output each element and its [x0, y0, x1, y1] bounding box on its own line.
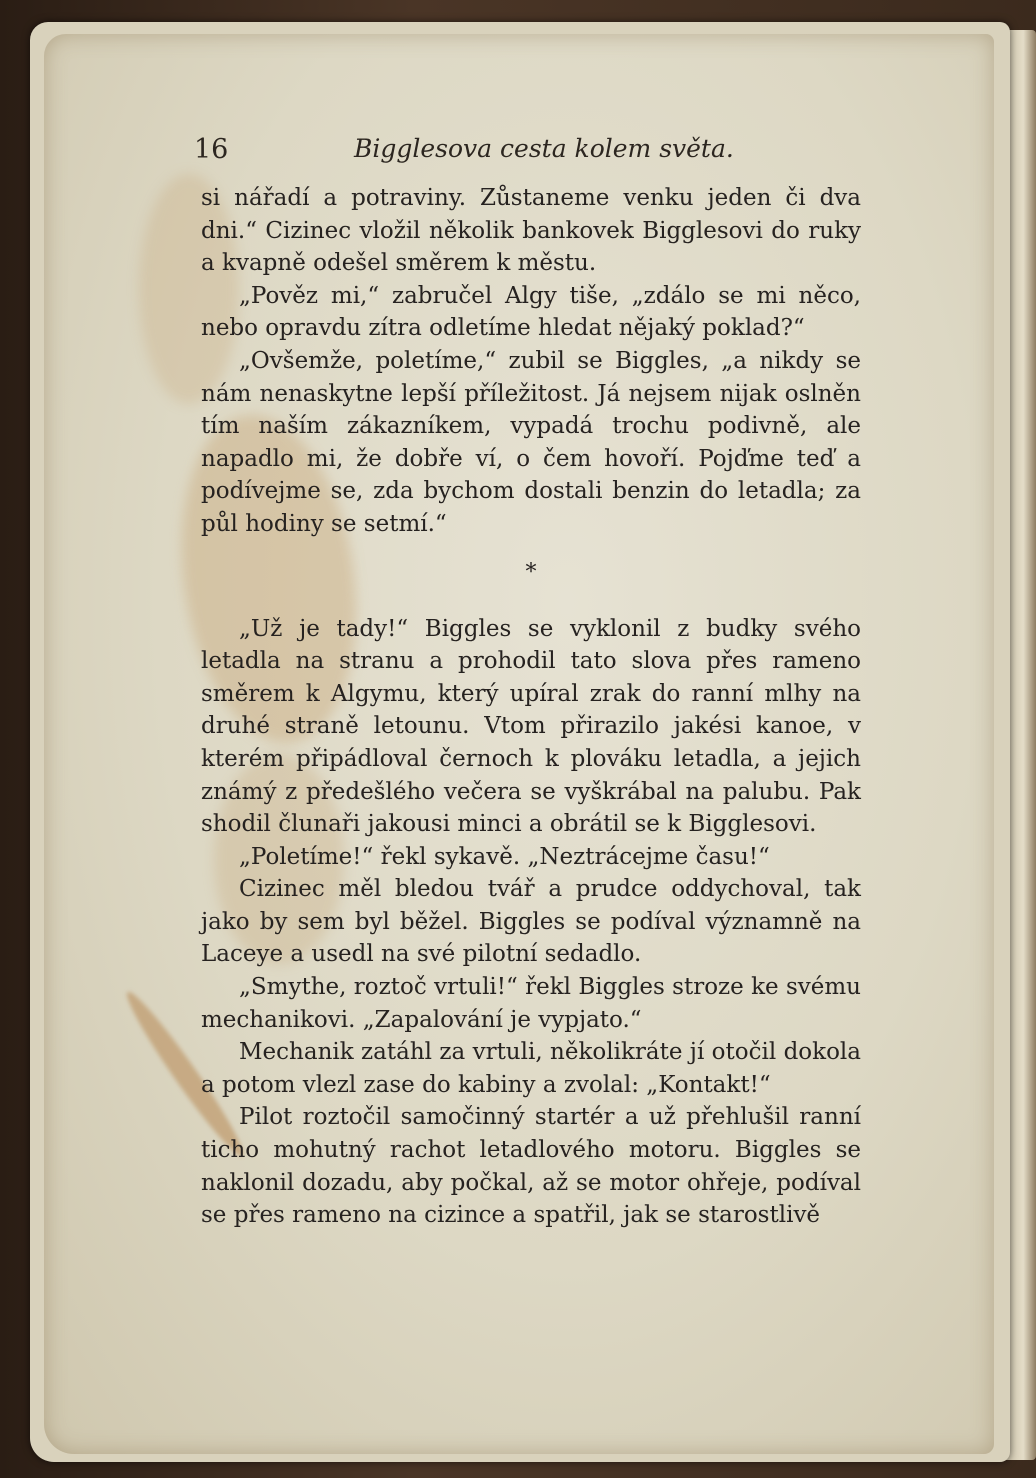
paragraph: „Ovšemže, poletíme,“ zubil se Biggles, „a nikdy se nám nenaskytne lepší příležitost. Já nejsem nijak oslněn tím naším zákazníkem, vypadá trochu podivně, ale napadlo mi, že dobře ví, o čem hovoří. Pojďme teď a podívejme se, zda bychom dostali benzin do letadla; za půl hodiny se setmí.“	[201, 347, 861, 537]
paragraph: Mechanik zatáhl za vrtuli, několikráte jí otočil dokola a potom vlezl zase do kabiny a zvolal: „Kontakt!“	[201, 1039, 861, 1098]
paragraph: „Už je tady!“ Biggles se vyklonil z budky svého letadla na stranu a prohodil tato slova přes rameno směrem k Algymu, který upíral zrak do ranní mlhy na druhé straně letounu. Vtom přirazilo jakési kanoe, v kterém připádloval černoch k plováku letadla, a jejich známý z předešlého večera se vyškrábal na palubu. Pak shodil člunaři jakousi minci a obrátil se k Bigglesovi.	[201, 615, 861, 838]
paragraph: Cizinec měl bledou tvář a prudce oddychoval, tak jako by sem byl běžel. Biggles se podíval významně na Laceye a usedl na své pilotní sedadlo.	[201, 876, 861, 968]
page-number: 16	[194, 134, 229, 165]
running-title: Bigglesova cesta kolem světa.	[354, 134, 734, 163]
section-break: *	[525, 559, 537, 585]
paragraph: „Smythe, roztoč vrtuli!“ řekl Biggles stroze ke svému mechanikovi. „Zapalování je vypjato.“	[201, 974, 861, 1033]
paragraph: „Poletíme!“ řekl sykavě. „Neztrácejme času!“	[239, 843, 770, 870]
paragraph: si nářadí a potraviny. Zůstaneme venku jeden či dva dni.“ Cizinec vložil několik bankovek Bigglesovi do ruky a kvapně odešel směrem k městu.	[201, 185, 861, 277]
body-text	[201, 182, 861, 1232]
page-header	[194, 134, 774, 174]
paragraph: Pilot roztočil samočinný startér a už přehlušil ranní ticho mohutný rachot letadlového motoru. Biggles se naklonil dozadu, aby počkal, až se motor ohřeje, podíval se přes rameno na cizince a spatřil, jak se starostlivě	[201, 1104, 861, 1229]
paragraph: „Pověz mi,“ zabručel Algy tiše, „zdálo se mi něco, nebo opravdu zítra odletíme hledat nějaký poklad?“	[201, 282, 861, 342]
